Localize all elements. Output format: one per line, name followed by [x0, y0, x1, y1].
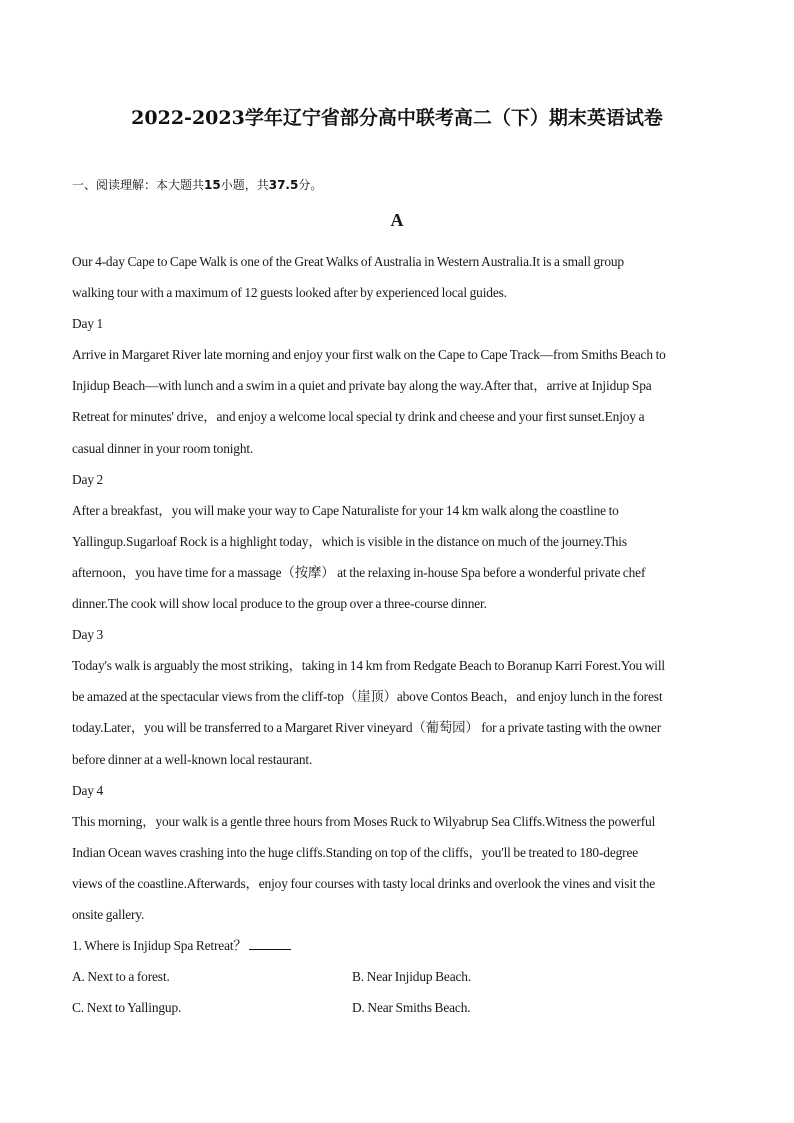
answer-blank	[249, 937, 291, 950]
day-heading: Day 1	[72, 316, 104, 332]
passage-line: After a breakfast，you will make your way to Cape Naturaliste for your 14 km walk along the coastline to	[72, 502, 619, 518]
passage-line: Arrive in Margaret River late morning and enjoy your first walk on the Cape to Cape Track—from Smiths Beach to	[72, 347, 666, 363]
option-letter: B.	[352, 969, 364, 985]
total-score: 37.5	[268, 178, 299, 192]
day-heading: Day 4	[72, 782, 104, 798]
passage-line: be amazed at the spectacular views from the cliff-top（崖顶）above Contos Beach，and enjoy lunch in the forest	[72, 689, 663, 705]
section-heading	[72, 176, 322, 193]
passage-line: walking tour with a maximum of 12 guests looked after by experienced local guides.	[72, 285, 507, 301]
passage-line: Yallingup.Sugarloaf Rock is a highlight today，which is visible in the distance on much of the journey.This	[72, 533, 627, 549]
section-suffix: 分。	[298, 178, 323, 192]
passage-line: before dinner at a well-known local restaurant.	[72, 751, 313, 767]
passage-line: onsite gallery.	[72, 906, 145, 922]
passage-body	[72, 246, 728, 1023]
passage-line: Retreat for minutes' drive，and enjoy a welcome local special ty drink and cheese and your first sunset.Enjoy a	[72, 409, 645, 425]
passage-line: Injidup Beach—with lunch and a swim in a quiet and private bay along the way.After that，arrive at Injidup Spa	[72, 378, 652, 394]
passage-line: dinner.The cook will show local produce to the group over a three-course dinner.	[72, 596, 487, 612]
option-text: Near Injidup Beach.	[366, 969, 472, 985]
question-stem: 1. Where is Injidup Spa Retreat？	[72, 938, 247, 954]
passage-line: today.Later，you will be transferred to a Margaret River vineyard（葡萄园） for a private tasting with the owner	[72, 720, 662, 736]
passage-line: afternoon，you have time for a massage（按摩） at the relaxing in-house Spa before a wonderful private chef	[72, 564, 646, 580]
option-c	[72, 992, 352, 1023]
passage-line: views of the coastline.Afterwards，enjoy four courses with tasty local drinks and overlook the vines and visit the	[72, 875, 656, 891]
option-letter: A.	[72, 969, 85, 985]
option-d	[352, 992, 632, 1023]
question-1	[72, 930, 728, 961]
passage-line: casual dinner in your room tonight.	[72, 440, 254, 456]
passage-line: Today's walk is arguably the most striking，taking in 14 km from Redgate Beach to Boranup Karri Forest.You will	[72, 658, 665, 674]
option-a	[72, 961, 352, 992]
option-row	[72, 992, 728, 1023]
option-row	[72, 961, 728, 992]
passage-heading: A	[390, 210, 404, 230]
passage-line: Indian Ocean waves crashing into the huge cliffs.Standing on top of the cliffs，you'll be treated to 180-degree	[72, 844, 639, 860]
section-mid: 小题，共	[220, 178, 269, 192]
option-b	[352, 961, 632, 992]
option-text: Near Smiths Beach.	[367, 1000, 471, 1016]
option-letter: C.	[72, 1000, 84, 1016]
question-count: 15	[204, 178, 221, 192]
passage-line: Our 4-day Cape to Cape Walk is one of the Great Walks of Australia in Western Australia.It is a small group	[72, 254, 624, 269]
option-text: Next to Yallingup.	[86, 1000, 182, 1016]
option-text: Next to a forest.	[87, 969, 170, 985]
day-heading: Day 2	[72, 471, 104, 487]
section-prefix: 一、阅读理解：本大题共	[72, 178, 205, 192]
passage-line: This morning，your walk is a gentle three hours from Moses Ruck to Wilyabrup Sea Cliffs.Witness the powerful	[72, 813, 656, 829]
exam-title: 2022-2023学年辽宁省部分高中联考高二（下）期末英语试卷	[131, 107, 663, 129]
day-heading: Day 3	[72, 627, 104, 643]
option-letter: D.	[352, 1000, 365, 1016]
